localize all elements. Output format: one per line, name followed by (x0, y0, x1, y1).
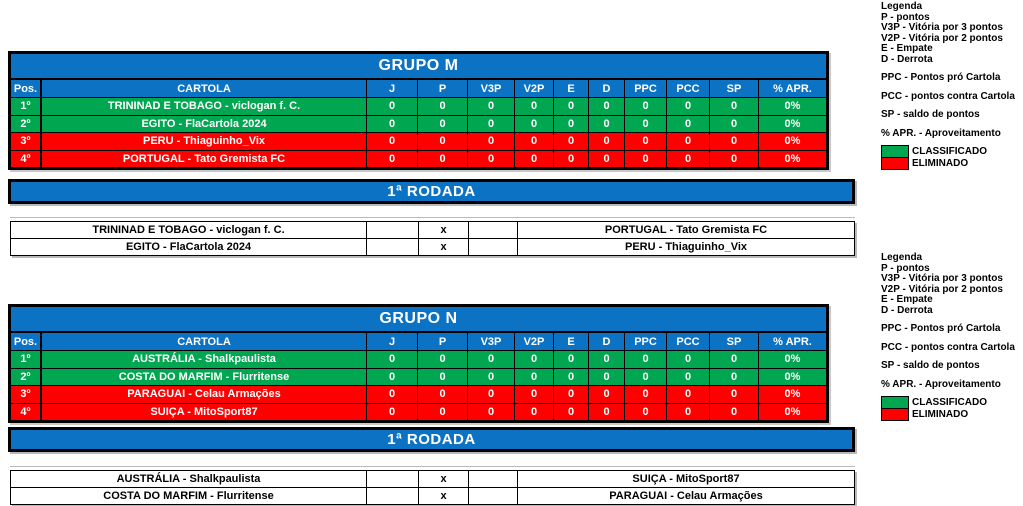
stat-cell: 0 (554, 386, 589, 403)
stat-cell: 0% (759, 133, 826, 150)
legend-eliminated-row (881, 408, 1023, 421)
eliminated-color-swatch (881, 408, 909, 421)
stat-cell: 0% (759, 98, 826, 115)
stat-cell: 0 (515, 386, 554, 403)
stat-cell: 0 (367, 116, 418, 133)
header-apr: % APR. (759, 333, 826, 350)
stat-cell: 0 (468, 386, 515, 403)
stat-cell: 0 (468, 133, 515, 150)
legend-item: SP - saldo de pontos (881, 109, 980, 120)
header-cartola: CARTOLA (42, 333, 367, 350)
stat-cell: 0 (515, 404, 554, 421)
match-row (11, 222, 854, 238)
stat-cell: 0% (759, 151, 826, 168)
header-e: E (554, 80, 589, 97)
stat-cell: 0 (468, 98, 515, 115)
header-v2p: V2P (515, 80, 554, 97)
stat-cell: 0 (625, 386, 667, 403)
team-cell: SUIÇA - MitoSport87 (42, 404, 367, 421)
table-row (11, 132, 826, 150)
legend-item: PPC - Pontos pró Cartola (881, 323, 1001, 334)
stat-cell: 0 (468, 369, 515, 386)
header-v3p: V3P (468, 80, 515, 97)
versus-cell: x (419, 488, 469, 504)
round-label: 1ª RODADA (387, 431, 476, 448)
stat-cell: 0 (625, 351, 667, 368)
stat-cell: 0 (589, 369, 625, 386)
group-title-m: GRUPO M (11, 54, 826, 80)
legend-item: PPC - Pontos pró Cartola (881, 72, 1001, 83)
position-cell: 1º (11, 351, 42, 368)
stat-cell: 0 (554, 351, 589, 368)
legend-item: V2P - Vitória por 2 pontos (881, 32, 1003, 44)
legend-item: V3P - Vitória por 3 pontos (881, 273, 1003, 284)
versus-cell: x (419, 471, 469, 487)
home-team-cell: AUSTRÁLIA - Shalkpaulista (11, 471, 367, 487)
away-team-cell: PORTUGAL - Tato Gremista FC (604, 224, 768, 236)
stat-cell: 0 (418, 369, 468, 386)
away-team-cell: PARAGUAI - Celau Armações (609, 490, 763, 502)
stat-cell: 0 (667, 98, 710, 115)
stat-cell: 0 (367, 151, 418, 168)
legend-item: E - Empate (881, 294, 933, 305)
stat-cell: 0 (710, 116, 759, 133)
match-row (11, 471, 854, 487)
versus-cell: x (419, 239, 469, 255)
stat-cell: 0 (515, 369, 554, 386)
table-row (11, 385, 826, 403)
divider-line (10, 217, 855, 218)
away-score-cell (469, 222, 518, 238)
header-p: P (418, 80, 468, 97)
position-cell: 2º (11, 116, 42, 133)
divider-line (10, 466, 855, 467)
position-cell: 3º (11, 133, 42, 150)
header-ppc: PPC (625, 80, 667, 97)
table-row (11, 368, 826, 386)
table-row (11, 350, 826, 368)
table-row (11, 115, 826, 133)
legend-item: D - Derrota (881, 53, 933, 65)
stat-cell: 0 (710, 151, 759, 168)
legend-item: E - Empate (881, 43, 933, 54)
stat-cell: 0 (554, 98, 589, 115)
legend-n (881, 253, 1023, 421)
stat-cell: 0 (515, 151, 554, 168)
stat-cell: 0 (589, 133, 625, 150)
eliminated-label: ELIMINADO (912, 158, 969, 169)
eliminated-color-swatch (881, 157, 909, 170)
legend-item: PCC - pontos contra Cartola (881, 341, 1015, 353)
stat-cell: 0 (367, 369, 418, 386)
stat-cell: 0 (667, 404, 710, 421)
header-p: P (418, 333, 468, 350)
legend-item: % APR. - Aproveitamento (881, 127, 1001, 139)
classified-label: CLASSIFICADO (912, 397, 987, 408)
header-sp: SP (710, 333, 759, 350)
stat-cell: 0 (625, 116, 667, 133)
home-score-cell (367, 222, 419, 238)
home-team-cell: EGITO - FlaCartola 2024 (11, 239, 367, 255)
stat-cell: 0 (418, 98, 468, 115)
stat-cell: 0 (710, 386, 759, 403)
legend-item: D - Derrota (881, 304, 933, 316)
team-cell: PARAGUAI - Celau Armações (42, 386, 367, 403)
stat-cell: 0% (759, 116, 826, 133)
stat-cell: 0 (515, 133, 554, 150)
home-team-cell: TRININAD E TOBAGO - viclogan f. C. (11, 222, 367, 238)
stat-cell: 0% (759, 404, 826, 421)
match-row (11, 487, 854, 504)
stat-cell: 0 (667, 351, 710, 368)
stat-cell: 0 (667, 369, 710, 386)
stat-cell: 0 (710, 351, 759, 368)
round-label: 1ª RODADA (387, 183, 476, 200)
group-table-n (8, 304, 829, 423)
stat-cell: 0 (367, 133, 418, 150)
legend-item: P - pontos (881, 11, 930, 23)
stat-cell: 0 (418, 151, 468, 168)
stat-cell: 0 (515, 98, 554, 115)
round-header-n (8, 427, 855, 452)
stat-cell: 0% (759, 351, 826, 368)
home-team-cell: COSTA DO MARFIM - Flurritense (11, 488, 367, 504)
stat-cell: 0 (367, 98, 418, 115)
team-cell: TRININAD E TOBAGO - viclogan f. C. (42, 98, 367, 115)
stat-cell: 0 (468, 116, 515, 133)
legend-item: SP - saldo de pontos (881, 360, 980, 371)
stat-cell: 0 (554, 116, 589, 133)
table-row (11, 150, 826, 168)
stat-cell: 0 (418, 116, 468, 133)
position-cell: 4º (11, 151, 42, 168)
stat-cell: 0 (554, 404, 589, 421)
stat-cell: 0 (418, 133, 468, 150)
header-j: J (367, 80, 418, 97)
stat-cell: 0 (625, 369, 667, 386)
away-score-cell (469, 471, 518, 487)
stat-cell: 0 (554, 369, 589, 386)
team-cell: PORTUGAL - Tato Gremista FC (42, 151, 367, 168)
stat-cell: 0 (625, 98, 667, 115)
away-score-cell (469, 239, 518, 255)
legend-item: V2P - Vitória por 2 pontos (881, 283, 1003, 295)
stat-cell: 0 (468, 404, 515, 421)
header-pos: Pos. (11, 333, 42, 350)
header-pcc: PCC (667, 333, 710, 350)
stat-cell: 0 (710, 133, 759, 150)
match-row (11, 238, 854, 255)
stat-cell: 0 (554, 133, 589, 150)
header-cartola: CARTOLA (42, 80, 367, 97)
away-team-cell: SUIÇA - MitoSport87 (632, 473, 740, 485)
stat-cell: 0 (554, 151, 589, 168)
legend-title: Legenda (881, 252, 923, 263)
stat-cell: 0 (625, 404, 667, 421)
legend-item: P - pontos (881, 262, 930, 274)
away-score-cell (469, 488, 518, 504)
match-table-n (10, 470, 855, 505)
legend-title: Legenda (881, 1, 923, 12)
position-cell: 1º (11, 98, 42, 115)
stat-cell: 0 (589, 116, 625, 133)
header-d: D (589, 80, 625, 97)
table-row (11, 403, 826, 421)
stat-cell: 0 (667, 116, 710, 133)
stat-cell: 0 (710, 369, 759, 386)
position-cell: 3º (11, 386, 42, 403)
stat-cell: 0 (468, 151, 515, 168)
team-cell: COSTA DO MARFIM - Flurritense (42, 369, 367, 386)
header-v3p: V3P (468, 333, 515, 350)
header-apr: % APR. (759, 80, 826, 97)
team-cell: EGITO - FlaCartola 2024 (42, 116, 367, 133)
round-header-m (8, 179, 855, 204)
stat-cell: 0 (625, 151, 667, 168)
stat-cell: 0 (667, 133, 710, 150)
stat-cell: 0% (759, 369, 826, 386)
legend-eliminated-row (881, 157, 1023, 170)
match-table-m (10, 221, 855, 256)
stat-cell: 0 (515, 351, 554, 368)
position-cell: 2º (11, 369, 42, 386)
team-cell: PERU - Thiaguinho_Vix (42, 133, 367, 150)
stat-cell: 0 (418, 386, 468, 403)
stat-cell: 0 (710, 404, 759, 421)
group-title-n: GRUPO N (11, 307, 826, 333)
team-cell: AUSTRÁLIA - Shalkpaulista (42, 351, 367, 368)
stat-cell: 0 (418, 404, 468, 421)
home-score-cell (367, 488, 419, 504)
header-pos: Pos. (11, 80, 42, 97)
header-j: J (367, 333, 418, 350)
stat-cell: 0 (367, 404, 418, 421)
stat-cell: 0% (759, 386, 826, 403)
home-score-cell (367, 471, 419, 487)
stat-cell: 0 (667, 151, 710, 168)
group-table-m (8, 51, 829, 170)
legend-color-key (881, 145, 1023, 170)
header-pcc: PCC (667, 80, 710, 97)
group-m-header-row (11, 80, 826, 97)
stat-cell: 0 (710, 98, 759, 115)
legend-item: PCC - pontos contra Cartola (881, 90, 1015, 102)
stat-cell: 0 (589, 386, 625, 403)
stat-cell: 0 (367, 351, 418, 368)
stat-cell: 0 (367, 386, 418, 403)
stat-cell: 0 (468, 351, 515, 368)
versus-cell: x (419, 222, 469, 238)
classified-label: CLASSIFICADO (912, 146, 987, 157)
legend-item: V3P - Vitória por 3 pontos (881, 22, 1003, 33)
legend-m (881, 2, 1023, 170)
legend-color-key (881, 396, 1023, 421)
header-v2p: V2P (515, 333, 554, 350)
stat-cell: 0 (667, 386, 710, 403)
table-row (11, 97, 826, 115)
stat-cell: 0 (625, 133, 667, 150)
group-n-header-row (11, 333, 826, 350)
stat-cell: 0 (589, 151, 625, 168)
legend-item: % APR. - Aproveitamento (881, 378, 1001, 390)
stat-cell: 0 (589, 404, 625, 421)
stat-cell: 0 (589, 98, 625, 115)
stat-cell: 0 (515, 116, 554, 133)
stat-cell: 0 (418, 351, 468, 368)
eliminated-label: ELIMINADO (912, 409, 969, 420)
stat-cell: 0 (589, 351, 625, 368)
position-cell: 4º (11, 404, 42, 421)
header-e: E (554, 333, 589, 350)
header-ppc: PPC (625, 333, 667, 350)
header-sp: SP (710, 80, 759, 97)
header-d: D (589, 333, 625, 350)
away-team-cell: PERU - Thiaguinho_Vix (624, 241, 748, 253)
home-score-cell (367, 239, 419, 255)
